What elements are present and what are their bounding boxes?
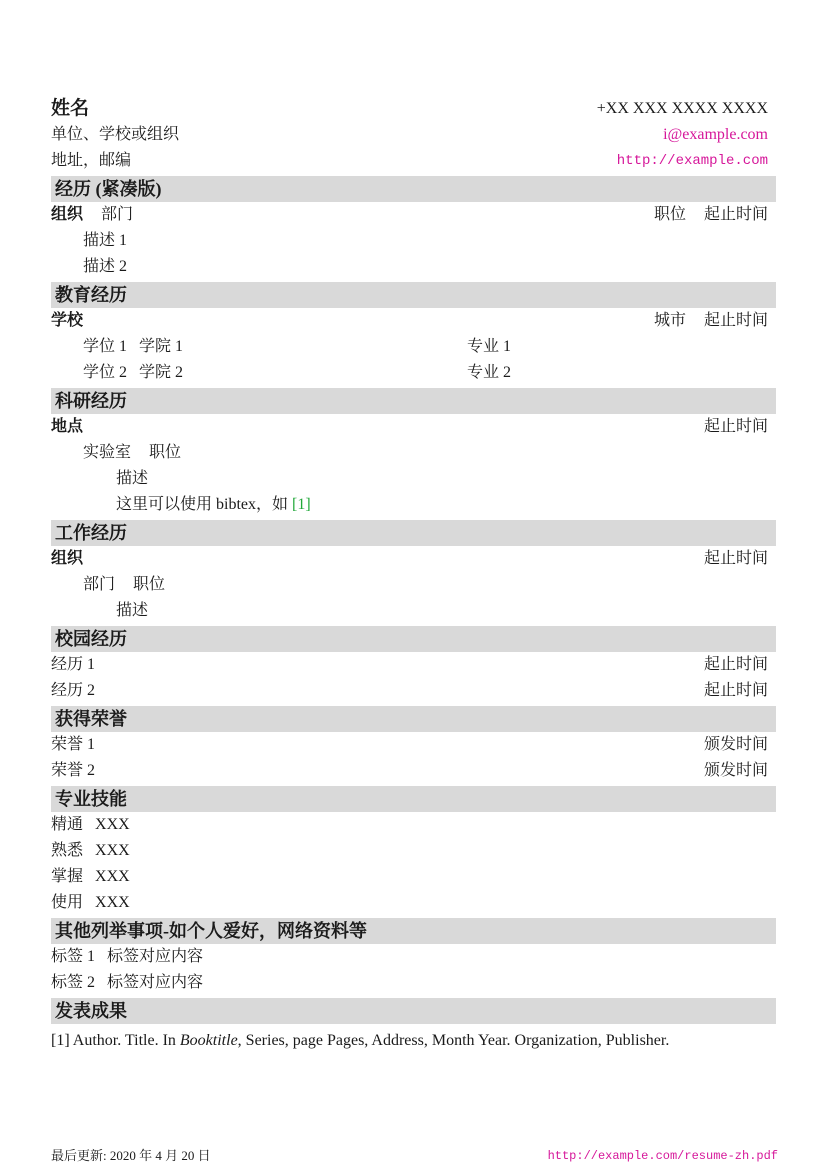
research-position: 职位 (149, 444, 182, 461)
skill-level: 精通 (51, 816, 84, 833)
other-value: 标签对应内容 (107, 974, 204, 991)
header-row-3 (51, 148, 776, 174)
experience-position: 职位 (653, 206, 686, 223)
experience-org: 组织 (51, 206, 84, 223)
other-value: 标签对应内容 (107, 948, 204, 965)
organization: 单位、学校或组织 (51, 126, 180, 143)
honor-label: 荣誉 1 (51, 736, 96, 753)
college: 学院 2 (139, 364, 184, 381)
phone-number: +XX XXX XXXX XXXX (596, 100, 768, 117)
work-org: 组织 (51, 550, 84, 567)
other-item (51, 970, 776, 996)
other-item (51, 944, 776, 970)
education-header-row (51, 308, 776, 334)
research-bib-row (51, 492, 776, 518)
research-lab-row (51, 440, 776, 466)
skill-value: XXX (95, 868, 130, 885)
skill-value: XXX (95, 842, 130, 859)
publication-booktitle: Booktitle (179, 1032, 238, 1049)
pdf-url-link[interactable]: http://example.com/resume-zh.pdf (547, 1149, 778, 1163)
person-name: 姓名 (51, 98, 90, 119)
skill-item (51, 890, 776, 916)
research-lab: 实验室 (83, 444, 132, 461)
campus-label: 经历 2 (51, 682, 96, 699)
work-dept: 部门 (83, 576, 116, 593)
skill-value: XXX (95, 894, 130, 911)
major: 专业 1 (467, 338, 512, 355)
honor-label: 荣誉 2 (51, 762, 96, 779)
citation-open-bracket: [ (292, 496, 298, 513)
page-footer (51, 1146, 778, 1166)
honor-item (51, 758, 776, 784)
education-degree-row (51, 360, 776, 386)
publication-entry (51, 1028, 776, 1054)
campus-time: 起止时间 (703, 682, 768, 699)
honor-time: 颁发时间 (703, 762, 768, 779)
skill-item (51, 864, 776, 890)
research-desc: 描述 (116, 470, 149, 487)
campus-time: 起止时间 (703, 656, 768, 673)
education-city: 城市 (653, 312, 686, 329)
college: 学院 1 (139, 338, 184, 355)
skill-level: 熟悉 (51, 842, 84, 859)
campus-label: 经历 1 (51, 656, 96, 673)
section-other-title: 其他列举事项-如个人爱好，网络资料等 (51, 918, 776, 944)
work-desc: 描述 (116, 602, 149, 619)
major: 专业 2 (467, 364, 512, 381)
campus-item (51, 678, 776, 704)
last-updated: 最后更新: 2020 年 4 月 20 日 (51, 1148, 211, 1163)
skill-level: 掌握 (51, 868, 84, 885)
section-education-title: 教育经历 (51, 282, 776, 308)
degree: 学位 2 (83, 364, 128, 381)
section-campus-title: 校园经历 (51, 626, 776, 652)
research-time: 起止时间 (703, 418, 768, 435)
section-honors-title: 获得荣誉 (51, 706, 776, 732)
honor-time: 颁发时间 (703, 736, 768, 753)
skill-item (51, 838, 776, 864)
experience-time: 起止时间 (703, 206, 768, 223)
research-header-row (51, 414, 776, 440)
skill-value: XXX (95, 816, 130, 833)
skill-item (51, 812, 776, 838)
work-dept-row (51, 572, 776, 598)
section-experience-title: 经历 (紧凑版) (51, 176, 776, 202)
header-row-2 (51, 122, 776, 148)
address: 地址，邮编 (51, 152, 132, 169)
experience-item: 描述 2 (83, 258, 128, 275)
other-label: 标签 2 (51, 974, 96, 991)
header-row-1 (51, 96, 776, 122)
resume-page (51, 96, 776, 1054)
publication-index: [1] (51, 1032, 70, 1049)
education-city-time (654, 308, 768, 334)
publication-text-before: Author. Title. In (69, 1032, 180, 1049)
education-degree-row (51, 334, 776, 360)
publication-text-after: , Series, page Pages, Address, Month Year. Organization, Publisher. (237, 1032, 670, 1049)
other-label: 标签 1 (51, 948, 96, 965)
education-time: 起止时间 (703, 312, 768, 329)
experience-position-time (654, 202, 768, 228)
work-time: 起止时间 (703, 550, 768, 567)
experience-item: 描述 1 (83, 232, 128, 249)
work-position: 职位 (133, 576, 166, 593)
research-bib-text: 这里可以使用 bibtex，如 (116, 496, 292, 513)
citation-number: 1 (297, 496, 306, 513)
experience-header-row (51, 202, 776, 228)
skill-level: 使用 (51, 894, 84, 911)
section-work-title: 工作经历 (51, 520, 776, 546)
campus-item (51, 652, 776, 678)
email-link[interactable]: i@example.com (663, 126, 768, 143)
work-header-row (51, 546, 776, 572)
citation-link[interactable] (292, 496, 311, 513)
section-skills-title: 专业技能 (51, 786, 776, 812)
experience-dept: 部门 (101, 206, 134, 223)
research-place: 地点 (51, 418, 84, 435)
citation-close-bracket: ] (305, 496, 311, 513)
section-research-title: 科研经历 (51, 388, 776, 414)
education-school: 学校 (51, 312, 84, 329)
degree: 学位 1 (83, 338, 128, 355)
website-link[interactable]: http://example.com (616, 153, 768, 169)
section-publications-title: 发表成果 (51, 998, 776, 1024)
honor-item (51, 732, 776, 758)
